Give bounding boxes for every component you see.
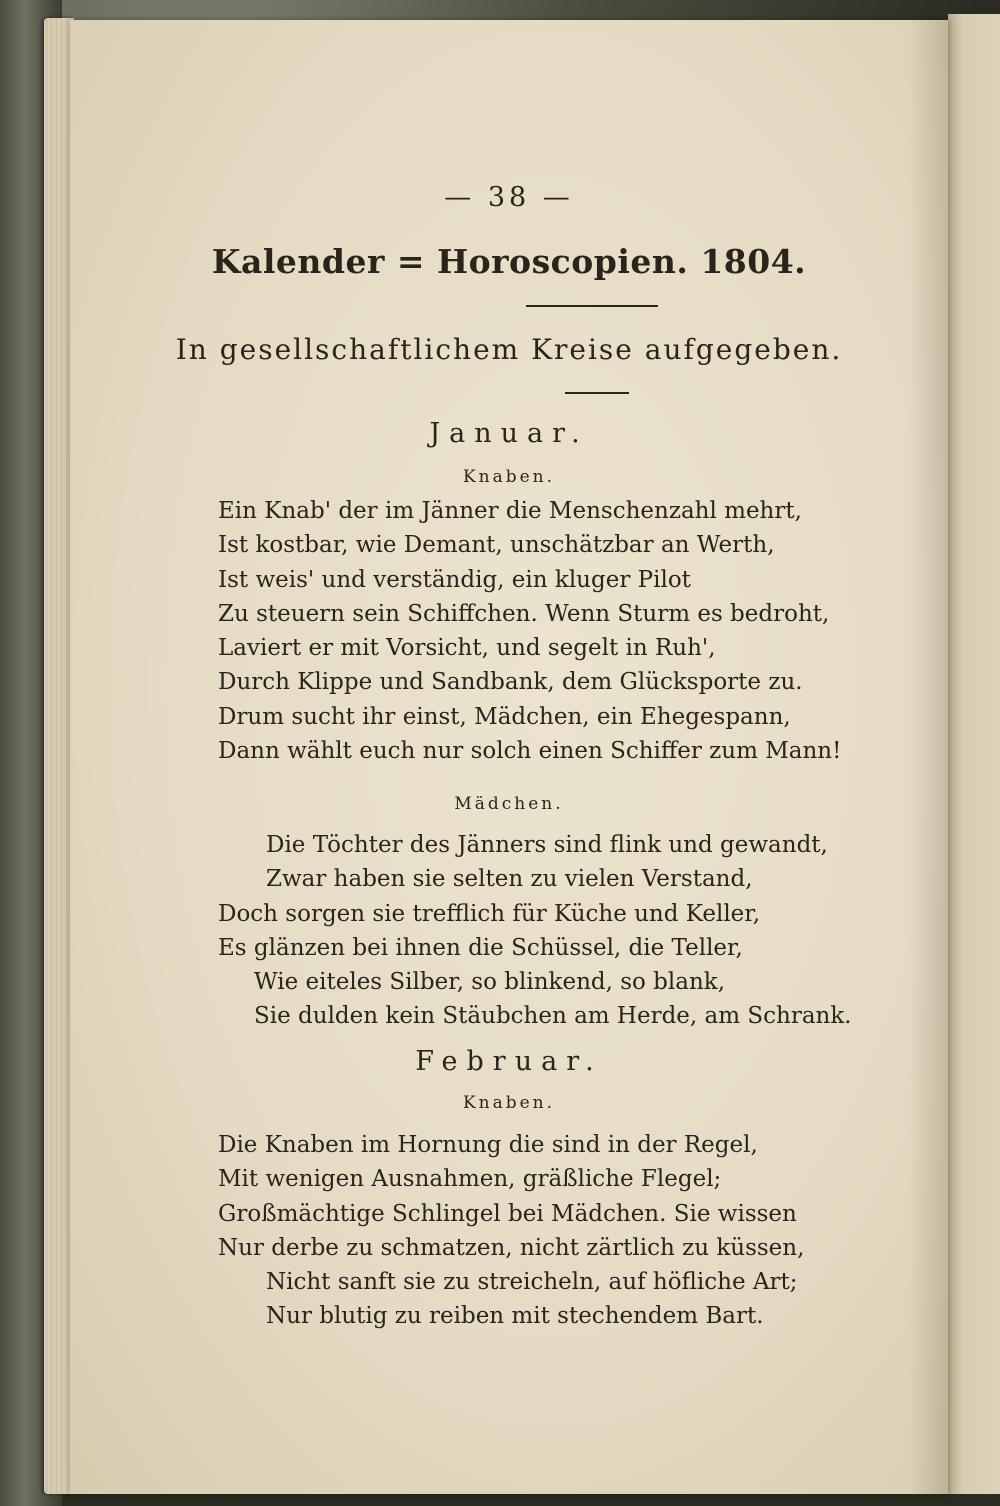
- verse-line: Ist weis' und verständig, ein kluger Pilot: [218, 566, 691, 593]
- title-divider: [526, 305, 658, 307]
- subtitle-divider: [565, 392, 629, 394]
- verse-line: Mit wenigen Ausnahmen, gräßliche Flegel;: [218, 1166, 722, 1193]
- month-heading-januar: Januar.: [429, 418, 589, 449]
- speaker-heading-februar-boys: Knaben.: [462, 1093, 556, 1113]
- verse-line: Nicht sanft sie zu streicheln, auf höfliche Art;: [266, 1269, 798, 1296]
- verse-line: Zu steuern sein Schiffchen. Wenn Sturm es bedroht,: [218, 600, 830, 627]
- verse-line: Dann wählt euch nur solch einen Schiffer zum Mann!: [218, 738, 842, 765]
- month-heading-februar: Februar.: [415, 1046, 603, 1077]
- speaker-heading-januar-boys: Knaben.: [462, 467, 556, 487]
- verse-line: Durch Klippe und Sandbank, dem Glücksporte zu.: [218, 669, 803, 696]
- verse-line: Doch sorgen sie trefflich für Küche und Keller,: [218, 900, 761, 927]
- verse-line: Sie dulden kein Stäubchen am Herde, am Schrank.: [254, 1003, 852, 1030]
- verse-line: Ist kostbar, wie Demant, unschätzbar an Werth,: [218, 532, 775, 559]
- verse-line: Es glänzen bei ihnen die Schüssel, die Teller,: [218, 934, 743, 961]
- page-title: Kalender = Horoscopien. 1804.: [211, 242, 807, 281]
- verse-line: Ein Knab' der im Jänner die Menschenzahl mehrt,: [218, 498, 802, 524]
- verse-februar-boys: [218, 1128, 804, 1334]
- verse-januar-girls: [218, 828, 852, 1034]
- verse-line: Drum sucht ihr einst, Mädchen, ein Ehegespann,: [218, 703, 791, 730]
- verse-line: Die Töchter des Jänners sind flink und gewandt,: [266, 832, 828, 858]
- page-subtitle: In gesellschaftlichem Kreise aufgegeben.: [175, 333, 843, 366]
- verse-line: Nur derbe zu schmatzen, nicht zärtlich zu küssen,: [218, 1234, 805, 1261]
- page-number: — 38 —: [444, 182, 574, 213]
- facing-page-edge: [948, 14, 1000, 1494]
- verse-line: Laviert er mit Vorsicht, und segelt in Ruh',: [218, 635, 716, 662]
- verse-line: Zwar haben sie selten zu vielen Verstand,: [266, 866, 753, 893]
- book-page: [70, 20, 948, 1494]
- verse-line: Nur blutig zu reiben mit stechendem Bart.: [266, 1303, 764, 1330]
- verse-line: Wie eiteles Silber, so blinkend, so blank,: [254, 969, 726, 996]
- verse-line: Die Knaben im Hornung die sind in der Regel,: [218, 1132, 758, 1158]
- verse-januar-boys: [218, 494, 841, 768]
- speaker-heading-januar-girls: Mädchen.: [454, 794, 564, 814]
- verse-line: Großmächtige Schlingel bei Mädchen. Sie wissen: [218, 1200, 797, 1227]
